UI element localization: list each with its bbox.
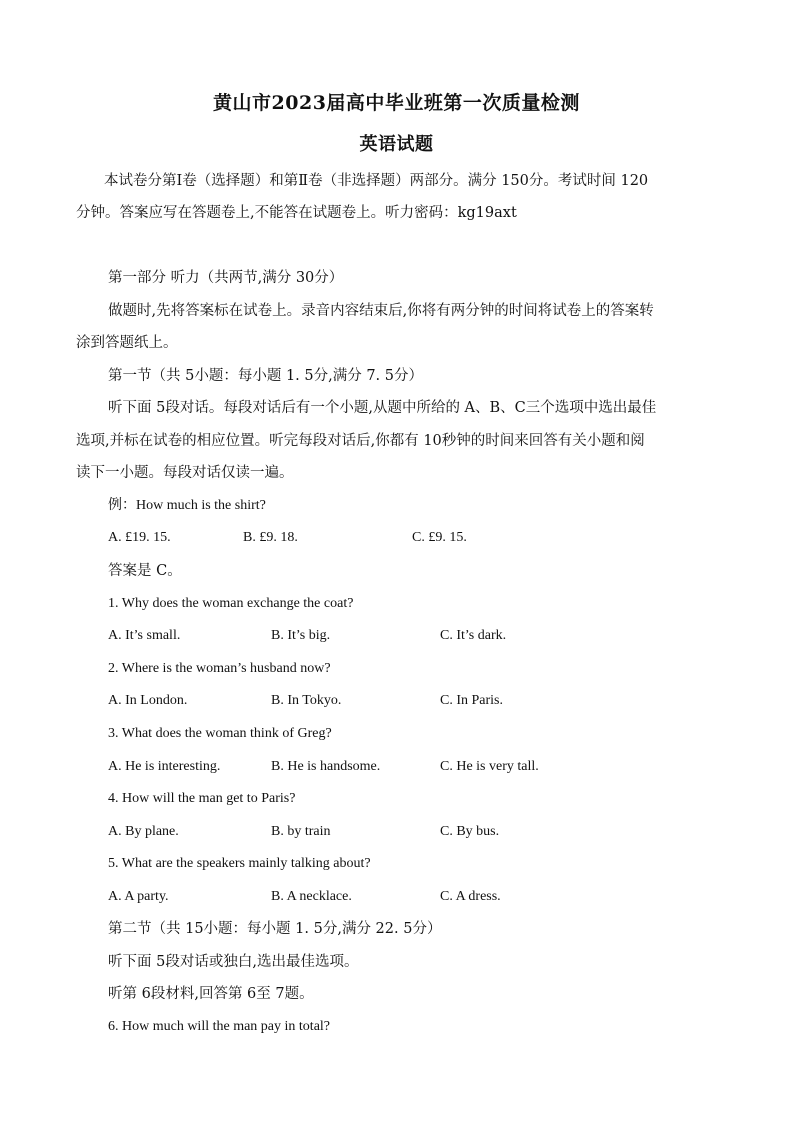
- option-c: C. It’s dark.: [440, 628, 507, 643]
- option-b: B. A necklace.: [271, 889, 352, 904]
- option-c: C. A dress.: [440, 889, 501, 904]
- option-b: B. He is handsome.: [271, 759, 381, 774]
- section1-heading: 第一节（共 5小题：每小题 1. 5分,满分 7. 5分）: [108, 368, 423, 384]
- question-2-options: [108, 691, 723, 711]
- option-b: B. It’s big.: [271, 628, 331, 643]
- example-options: [108, 528, 723, 548]
- intro-line-1: 本试卷分第Ⅰ卷（选择题）和第Ⅱ卷（非选择题）两部分。满分 150分。考试时间 120: [104, 173, 649, 189]
- question-1-options: [108, 626, 723, 646]
- question-6: 6. How much will the man pay in total?: [108, 1019, 331, 1034]
- question-3-options: [108, 757, 723, 777]
- part1-heading: 第一部分 听力（共两节,满分 30分）: [108, 270, 344, 286]
- option-b: B. In Tokyo.: [271, 693, 342, 708]
- section2-material: 听第 6段材料,回答第 6至 7题。: [108, 986, 314, 1002]
- option-c: C. £9. 15.: [412, 530, 467, 545]
- exam-subtitle: 英语试题: [359, 134, 434, 155]
- section2-instr: 听下面 5段对话或独白,选出最佳选项。: [108, 954, 359, 970]
- question-4: 4. How will the man get to Paris?: [108, 791, 296, 806]
- question-5-options: [108, 887, 723, 907]
- intro-line-2: 分钟。答案应写在答题卷上,不能答在试题卷上。听力密码：kg19axt: [76, 205, 517, 221]
- option-a: A. By plane.: [108, 824, 179, 839]
- question-3: 3. What does the woman think of Greg?: [108, 726, 332, 741]
- option-a: A. It’s small.: [108, 628, 181, 643]
- option-b: B. by train: [271, 824, 331, 839]
- section1-instr-line-2: 选项,并标在试卷的相应位置。听完每段对话后,你都有 10秒钟的时间来回答有关小题和阅: [76, 433, 645, 449]
- option-c: C. By bus.: [440, 824, 500, 839]
- option-a: A. In London.: [108, 693, 188, 708]
- question-2: 2. Where is the woman’s husband now?: [108, 661, 331, 676]
- question-1: 1. Why does the woman exchange the coat?: [108, 596, 354, 611]
- option-a: A. He is interesting.: [108, 759, 221, 774]
- part1-instr-line-2: 涂到答题纸上。: [76, 335, 178, 351]
- section1-instr-line-1: 听下面 5段对话。每段对话后有一个小题,从题中所给的 A、B、C三个选项中选出最佳: [108, 400, 657, 416]
- option-c: C. He is very tall.: [440, 759, 539, 774]
- option-a: A. A party.: [108, 889, 169, 904]
- section2-heading: 第二节（共 15小题：每小题 1. 5分,满分 22. 5分）: [108, 921, 442, 937]
- question-4-options: [108, 822, 723, 842]
- exam-title: 黄山市2023届高中毕业班第一次质量检测: [213, 92, 580, 114]
- option-c: C. In Paris.: [440, 693, 503, 708]
- example-question: 例：How much is the shirt?: [108, 498, 266, 513]
- question-5: 5. What are the speakers mainly talking about?: [108, 856, 371, 871]
- part1-instr-line-1: 做题时,先将答案标在试卷上。录音内容结束后,你将有两分钟的时间将试卷上的答案转: [108, 303, 654, 319]
- option-b: B. £9. 18.: [243, 530, 298, 545]
- example-answer: 答案是 C。: [108, 563, 182, 579]
- option-a: A. £19. 15.: [108, 530, 171, 545]
- section1-instr-line-3: 读下一小题。每段对话仅读一遍。: [76, 465, 294, 481]
